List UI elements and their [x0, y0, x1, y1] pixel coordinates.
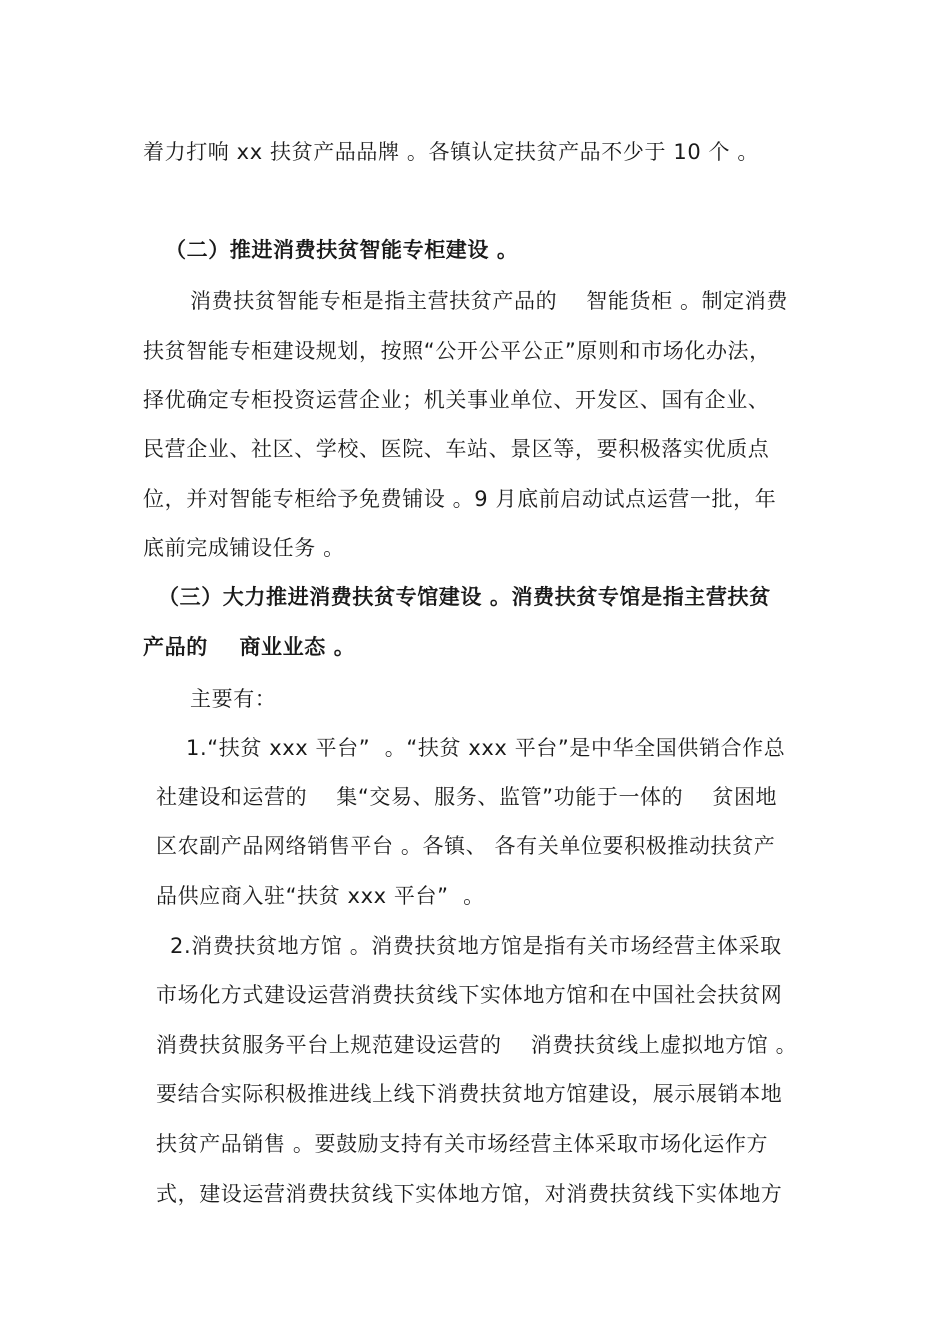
paragraph-line: 扶贫智能专柜建设规划，按照“公开公平公正”原则和市场化办法，	[143, 339, 771, 363]
list-item-2-line: 式，建设运营消费扶贫线下实体地方馆，对消费扶贫线下实体地方	[156, 1182, 783, 1206]
list-item-2-line: 2.消费扶贫地方馆 。消费扶贫地方馆是指有关市场经营主体采取	[170, 934, 782, 958]
list-item-2-line: 扶贫产品销售 。要鼓励支持有关市场经营主体采取市场化运作方	[156, 1132, 769, 1156]
paragraph-line: 位，并对智能专柜给予免费铺设 。9 月底前启动试点运营一批，年	[143, 487, 777, 511]
section-heading-2: （二）推进消费扶贫智能专柜建设 。	[165, 238, 519, 262]
list-item-1-line: 区农副产品网络销售平台 。各镇、 各有关单位要积极推动扶贫产	[156, 834, 776, 858]
list-item-1-line: 品供应商入驻“扶贫 xxx 平台” 。	[156, 884, 485, 908]
list-item-2-line: 市场化方式建设运营消费扶贫线下实体地方馆和在中国社会扶贫网	[156, 983, 783, 1007]
paragraph-line: 消费扶贫智能专柜是指主营扶贫产品的 智能货柜 。制定消费	[190, 289, 788, 313]
paragraph-line: 着力打响 xx 扶贫产品品牌 。各镇认定扶贫产品不少于 10 个 。	[143, 140, 760, 164]
paragraph-line: 主要有：	[190, 687, 277, 711]
section-heading-3: （三）大力推进消费扶贫专馆建设 。消费扶贫专馆是指主营扶贫	[158, 585, 771, 609]
list-item-2-line: 消费扶贫服务平台上规范建设运营的 消费扶贫线上虚拟地方馆 。	[156, 1033, 798, 1057]
section-heading-3-cont: 产品的 商业业态 。	[143, 635, 356, 659]
list-item-2-line: 要结合实际积极推进线上线下消费扶贫地方馆建设，展示展销本地	[156, 1082, 783, 1106]
list-item-1-line: 1.“扶贫 xxx 平台” 。“扶贫 xxx 平台”是中华全国供销合作总	[186, 736, 786, 760]
list-item-1-line: 社建设和运营的 集“交易、服务、监管”功能于一体的 贫困地	[156, 785, 778, 809]
paragraph-line: 择优确定专柜投资运营企业；机关事业单位、开发区、国有企业、	[143, 388, 770, 412]
paragraph-line: 底前完成铺设任务 。	[143, 536, 345, 560]
paragraph-line: 民营企业、社区、学校、医院、车站、景区等，要积极落实优质点	[143, 437, 770, 461]
